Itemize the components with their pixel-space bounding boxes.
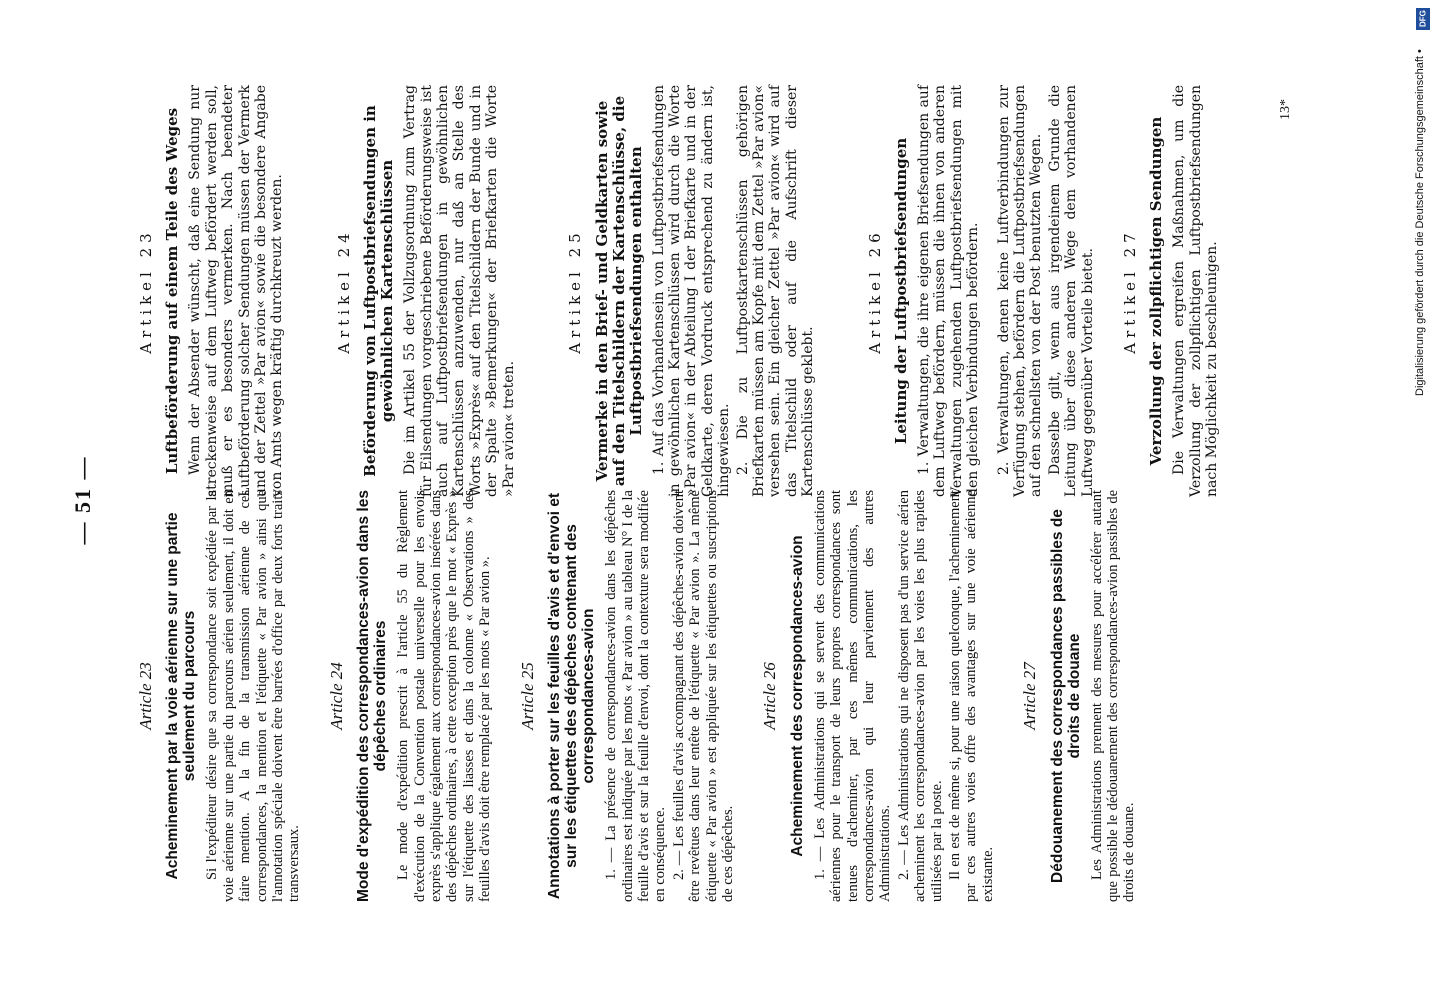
paragraph: Die Verwaltungen ergreifen Maßnahmen, um die Verzollung der zollpflichtigen Luftpostbriefsendungen nach Möglichkeit zu beschleunigen. (1171, 85, 1221, 497)
digitization-strip (1414, 6, 1432, 406)
section-title: Acheminement par la voie aérienne sur une partie seulement du parcours (164, 512, 199, 880)
article-heading: Artikel 25 (566, 228, 585, 354)
section-title: Verzollung der zollpflichtigen Sendungen (1147, 116, 1166, 466)
section-title: Leitung der Luftpostbriefsendungen (891, 137, 910, 445)
paragraph: 1. — La présence de correspondances-avion dans les dépêches ordinaires est indiquée par les mots « Par avion » au tableau N° I de la feuille d'avis et sur la feuille d'envoi, dont la contexture sera modifiée en conséquence. (603, 490, 669, 902)
article-heading: Artikel 27 (1121, 228, 1140, 354)
section-title: Beförderung von Luftpostbriefsendungen in gewöhnlichen Kartenschlüssen (361, 105, 397, 477)
paragraph: 2. Die zu Luftpostkartenschlüssen gehörigen Briefkarten müssen am Kopfe mit dem Zettel »Par avion« versehen sein. Ein gleicher Zettel »Par avion« wird auf das Titelschild oder auf die Aufschrift dieser Kartenschlüsse geklebt. (734, 85, 817, 497)
paragraph: 1. Auf das Vorhandensein von Luftpostbriefsendungen in gewöhnlichen Kartenschlüssen wird durch die Worte »Par avion« in der Abteilung I der Briefkarte und in der Geldkarte, deren Vordruck entsprechend zu ändern ist, hingewiesen. (650, 85, 733, 497)
dfg-logo-icon: DFG (1416, 8, 1430, 30)
paragraph: Le mode d'expédition prescrit à l'article 55 du Règlement d'exécution de la Convention postale universelle pour les envois exprès s'applique également aux correspondances-avion insérées dans des dépêches ordinaires, à cette exception près que le mot « Exprès » sur l'étiquette des liasses et dans la colonne « Observations » des feuilles d'avis doit être remplacé par les mots « Par avion ». (395, 490, 494, 902)
article-heading: Article 27 (1020, 662, 1040, 730)
paragraph: Si l'expéditeur désire que sa correspondance soit expédiée par la voie aérienne sur une partie du parcours aérien seulement, il doit en faire mention. A la fin de la transmission aérienne de ces correspondances, la mention et l'étiquette « Par avion » ainsi que l'annotation spéciale doivent être barrées d'office par deux forts traits transversaux. (204, 490, 303, 902)
paragraph: 1. — Les Administrations qui se servent des communications aériennes pour le transport de leurs propres correspondances sont tenues d'acheminer, par ces mêmes communications, les correspondances-avion qui leur parviennent des autres Administrations. (811, 490, 894, 902)
german-column (134, 85, 1223, 497)
digitization-note: Digitalisierung gefördert durch die Deutsche Forschungsgemeinschaft • (1414, 49, 1426, 396)
article-heading: Article 24 (326, 662, 346, 730)
section-title: Annotations à porter sur les feuilles d'avis et d'envoi et sur les étiquettes des dépêches contenant des correspondances-avion (546, 492, 598, 900)
paragraph: 2. — Les Administrations qui ne disposent pas d'un service aérien acheminent les correspondances-avion par les voies les plus rapides utilisées par la poste. (895, 490, 945, 902)
section-title: Luftbeförderung auf einem Teile des Weges (163, 107, 182, 475)
paragraph: Les Administrations prennent des mesures pour accélérer autant que possible le dédouanement des correspondances-avion passibles de droits de douane. (1088, 490, 1138, 902)
paragraph: Wenn der Absender wünscht, daß eine Sendung nur streckenweise auf dem Luftweg befördert werden soll, muß er es besonders vermerken. Nach beendeter Luftbeförderung solcher Sendungen müssen der Vermerk und der Zettel »Par avion« sowie die besondere Angabe von Amts wegen kräftig durchkreuzt werden. (187, 85, 286, 497)
paragraph: 2. Verwaltungen, denen keine Luftverbindungen zur Verfügung stehen, befördern die Luftpostbriefsendungen auf den schnellsten von der Post benutzten Wegen. (995, 85, 1045, 497)
section-title: Acheminement des correspondances-avion (788, 535, 806, 857)
page-number: — 51 — (70, 455, 95, 545)
paragraph: Il en est de même si, pour une raison quelconque, l'acheminement par ces autres voies offre des avantages sur une voie aérienne existante. (947, 490, 996, 902)
french-column (134, 490, 1140, 902)
paragraph: Die im Artikel 55 der Vollzugsordnung zum Vertrag für Eilsendungen vorgeschriebene Beförderungsweise ist auch auf Luftpostbriefsendungen in gewöhnlichen Kartenschlüssen anzuwenden, nur daß an Stelle des Worts »Exprès« auf den Titelschildern der Bunde und in der Spalte »Bemerkungen« der Briefkarten die Worte »Par avion« treten. (402, 85, 517, 497)
article-heading: Artikel 24 (334, 228, 353, 354)
signature-mark: 13* (1278, 99, 1293, 120)
article-heading: Article 26 (760, 662, 780, 730)
section-title: Mode d'expédition des correspondances-avion dans les dépêches ordinaires (355, 490, 390, 902)
paragraph: 2. — Les feuilles d'avis accompagnant des dépêches-avion doivent être revêtues dans leur entête de l'étiquette « Par avion ». La même étiquette « Par avion » est appliquée sur les étiquettes ou suscriptions de ces dépêches. (670, 490, 736, 902)
section-title: Vermerke in den Brief- und Geldkarten sowie auf den Titelschildern der Kartenschlüsse, die Luftpostbriefsendungen enthalten (592, 95, 645, 487)
article-heading: Artikel 23 (137, 228, 155, 354)
paragraph: 1. Verwaltungen, die ihre eigenen Briefsendungen auf dem Luftweg befördern, müssen die ihnen von anderen Verwaltungen zugehenden Luftpostbriefsendungen mit den gleichen Verbindungen befördern. (915, 85, 982, 497)
article-heading: Article 25 (517, 662, 537, 730)
article-heading: Artikel 26 (865, 228, 884, 354)
article-heading: Article 23 (136, 662, 155, 730)
paragraph: Dasselbe gilt, wenn aus irgendeinem Grunde die Leitung über diese anderen Wege dem vorhandenen Luftweg gegenüber Vorteile bietet. (1046, 85, 1096, 497)
section-title: Dédouanement des correspondances passibles de droits de douane (1048, 509, 1083, 883)
